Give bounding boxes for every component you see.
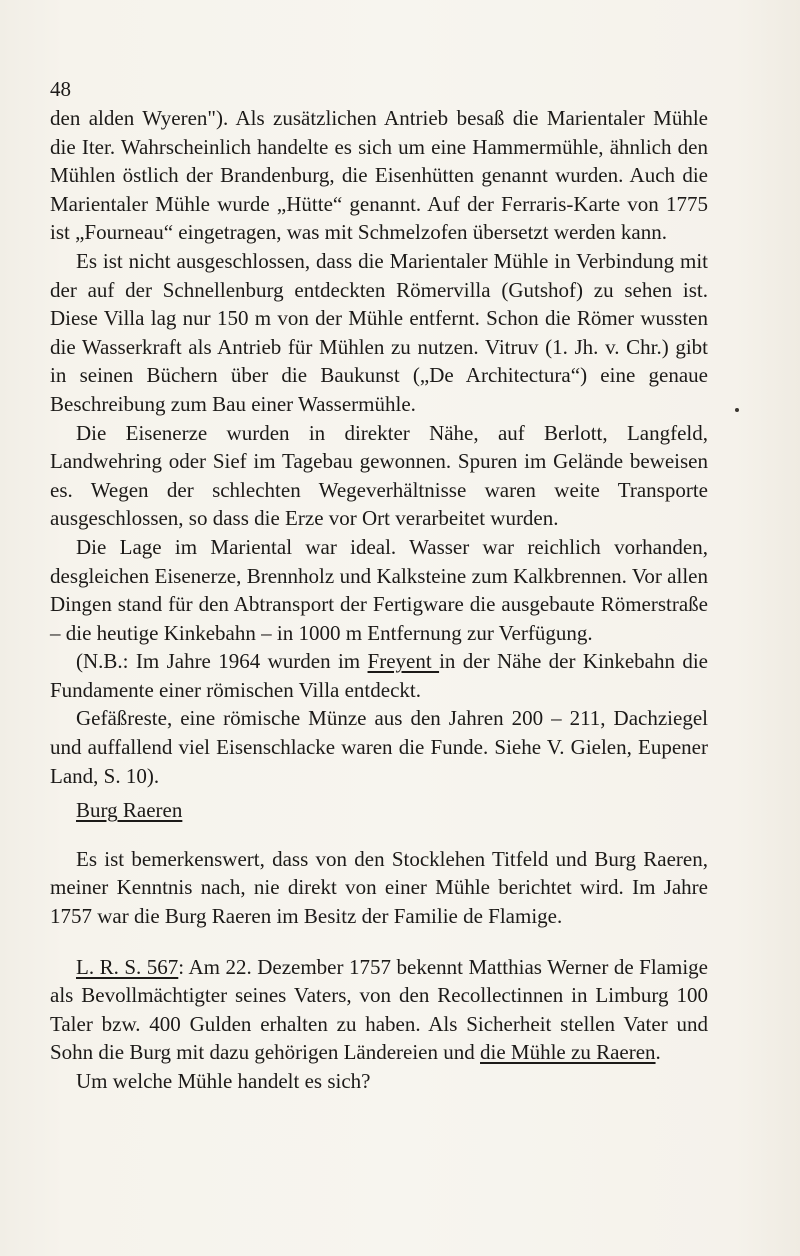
body-text [50, 104, 708, 1096]
nota-bene-text-end: in der Nähe der Kinkebahn die Fundamente einer römischen Villa entdeckt. [50, 649, 708, 702]
paragraph-nota-bene [50, 647, 708, 704]
print-speck [735, 408, 739, 412]
paragraph-question: Um welche Mühle handelt es sich? [76, 1069, 371, 1093]
paragraph-roemervilla: Es ist nicht ausgeschlossen, dass die Marientaler Mühle in Verbindung mit der auf der Schnellenburg entdeckten Römervilla (Gutshof) zu sehen ist. Diese Villa lag nur 150 m von der Mühle entfernt. Schon die Römer wussten die Wasserkraft als Antrieb für Mühlen zu nutzen. Vitruv (1. Jh. v. Chr.) gibt in seinen Büchern über die Baukunst („De Architectura“) eine genaue Beschreibung zum Bau einer Wassermühle. [50, 248, 708, 416]
section-heading-burg-raeren [50, 796, 708, 825]
muehle-zu-raeren-underlined: die Mühle zu Raeren [480, 1040, 656, 1065]
paragraph-funde: Gefäßreste, eine römische Münze aus den Jahren 200 – 211, Dachziegel und auffallend viel Eisenschlacke waren die Funde. Siehe V. Gielen, Eupener Land, S. 10). [50, 706, 708, 788]
paragraph-lage-mariental: Die Lage im Mariental war ideal. Wasser war reichlich vorhanden, desgleichen Eisenerze, Brennholz und Kalksteine zum Kalkbrennen. Vor allen Dingen stand für den Abtransport der Fertigware die ausgebaute Römerstraße – die heutige Kinkebahn – in 1000 m Entfernung zur Verfügung. [50, 534, 708, 645]
paragraph-lrs-567 [50, 953, 708, 1067]
freyent-underlined: Freyent [367, 649, 440, 674]
paragraph-marientaler-muehle: den alden Wyeren"). Als zusätzlichen Antrieb besaß die Marientaler Mühle die Iter. Wahrscheinlich handelte es sich um eine Hammermühle, ähnlich den Mühlen östlich der Brandenburg, die Eisenhütten genannt wurden. Auch die Marientaler Mühle wurde „Hütte“ genannt. Auf der Ferraris-Karte von 1775 ist „Fourneau“ eingetragen, was mit Schmelzofen übersetzt werden kann. [50, 106, 708, 245]
lrs-567-end: . [655, 1040, 661, 1065]
lrs-567-text: : Am 22. Dezember 1757 bekennt Matthias Werner de Flamige als Bevollmächtigter seines Vaters, von den Recollectinnen in Limburg 100 Taler bzw. 400 Gulden erhalten zu haben. Als Sicherheit stellen Vater und Sohn die Burg mit dazu gehörigen Ländereien und [50, 954, 709, 1065]
paragraph-eisenerze: Die Eisenerze wurden in direkter Nähe, auf Berlott, Langfeld, Landwehring oder Sief im Tagebau gewonnen. Spuren im Gelände beweisen es. Wegen der schlechten Wegeverhältnisse waren weite Transporte ausgeschlossen, so dass die Erze vor Ort verarbeitet wurden. [50, 420, 708, 531]
paragraph-stocklehen: Es ist bemerkenswert, dass von den Stocklehen Titfeld und Burg Raeren, meiner Kenntnis nach, nie direkt von einer Mühle berichtet wird. Im Jahre 1757 war die Burg Raeren im Besitz der Familie de Flamige. [50, 846, 708, 929]
page-number: 48 [50, 77, 71, 101]
heading-burg-raeren-text: Burg Raeren [76, 798, 183, 823]
source-reference-lrs-567: L. R. S. 567 [76, 954, 179, 979]
nota-bene-text-start: (N.B.: Im Jahre 1964 wurden im [76, 649, 368, 674]
